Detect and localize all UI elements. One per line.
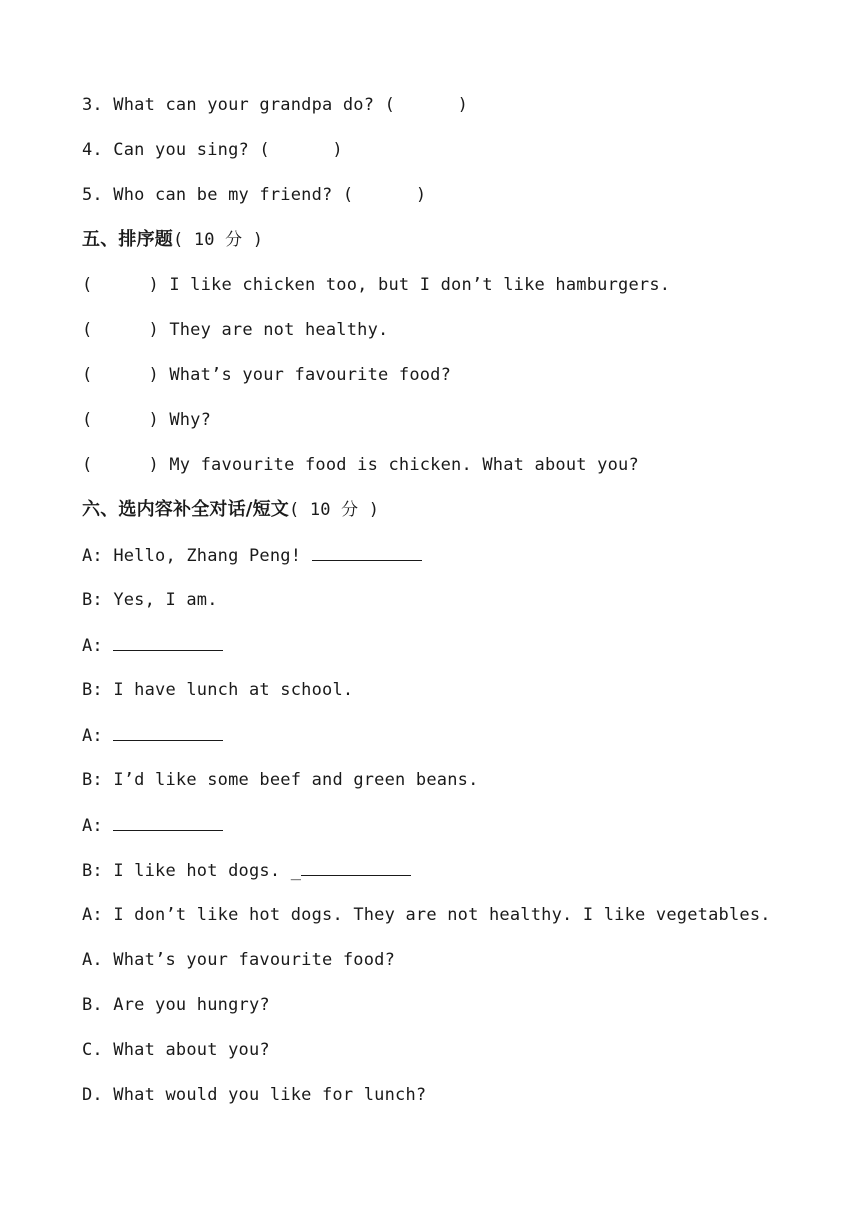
answer-paren-open: ( [82, 275, 93, 295]
dialogue-line [82, 808, 822, 853]
dialogue-speaker: A: [82, 726, 103, 746]
dialogue-text: I don’t like hot dogs. They are not healthy. I like vegetables. [113, 905, 771, 925]
dialogue-speaker: B: [82, 680, 103, 700]
dialogue-line [82, 718, 822, 763]
answer-paren-open: ( [82, 410, 93, 430]
dialogue-speaker: A: [82, 816, 103, 836]
answer-paren-open: ( [82, 455, 93, 475]
dialogue-list [82, 538, 822, 943]
dialogue-text: I’d like some beef and green beans. [113, 770, 479, 790]
dialogue-line [82, 538, 822, 583]
dialogue-speaker: A: [82, 636, 103, 656]
answer-paren-close: ) [148, 320, 159, 340]
section-6-score: ( 10 分 ) [288, 500, 380, 520]
choice-option: D. What would you like for lunch? [82, 1085, 427, 1105]
answer-paren-close: ) [148, 410, 159, 430]
answer-paren-close: ) [148, 365, 159, 385]
ordering-item-text: What’s your favourite food? [169, 365, 452, 385]
dialogue-text: I like hot dogs. _ [113, 861, 302, 881]
dialogue-text: I have lunch at school. [113, 680, 354, 700]
dialogue-speaker: B: [82, 590, 103, 610]
dialogue-line [82, 853, 822, 898]
answer-paren-close: ) [148, 275, 159, 295]
dialogue-line [82, 673, 822, 718]
section-5-heading [82, 223, 822, 268]
fill-in-blank[interactable] [301, 853, 411, 876]
ordering-item-text: They are not healthy. [169, 320, 389, 340]
question-4: 4. Can you sing? ( ) [82, 140, 343, 160]
options-list [82, 943, 822, 1123]
dialogue-speaker: A: [82, 905, 103, 925]
fill-in-blank[interactable] [113, 718, 223, 741]
section-6-heading [82, 493, 822, 538]
answer-paren-close: ) [148, 455, 159, 475]
ordering-item-text: Why? [169, 410, 212, 430]
dialogue-speaker: A: [82, 546, 103, 566]
question-3: 3. What can your grandpa do? ( ) [82, 95, 469, 115]
fill-in-blank[interactable] [113, 808, 223, 831]
question-5: 5. Who can be my friend? ( ) [82, 185, 427, 205]
section-5-score: ( 10 分 ) [173, 230, 264, 250]
dialogue-text: Yes, I am. [113, 590, 218, 610]
fill-in-blank[interactable] [113, 628, 223, 651]
dialogue-text: Hello, Zhang Peng! [113, 546, 312, 566]
dialogue-line [82, 898, 822, 943]
worksheet-page [82, 88, 822, 1123]
fill-in-blank[interactable] [312, 538, 422, 561]
choice-option: B. Are you hungry? [82, 995, 270, 1015]
choice-option: A. What’s your favourite food? [82, 950, 396, 970]
dialogue-speaker: B: [82, 861, 103, 881]
ordering-item-text: I like chicken too, but I don’t like hamburgers. [169, 275, 671, 295]
ordering-item [82, 358, 822, 403]
choice-option: C. What about you? [82, 1040, 270, 1060]
dialogue-line [82, 583, 822, 628]
answer-paren-open: ( [82, 320, 93, 340]
section-5-title: 五、排序题 [82, 229, 173, 250]
ordering-list [82, 268, 822, 493]
ordering-item [82, 403, 822, 448]
ordering-item [82, 313, 822, 358]
ordering-item [82, 268, 822, 313]
dialogue-line [82, 763, 822, 808]
dialogue-speaker: B: [82, 770, 103, 790]
ordering-item-text: My favourite food is chicken. What about you? [169, 455, 639, 475]
dialogue-line [82, 628, 822, 673]
section-6-title: 六、选内容补全对话/短文 [82, 499, 289, 520]
answer-paren-open: ( [82, 365, 93, 385]
ordering-item [82, 448, 822, 493]
